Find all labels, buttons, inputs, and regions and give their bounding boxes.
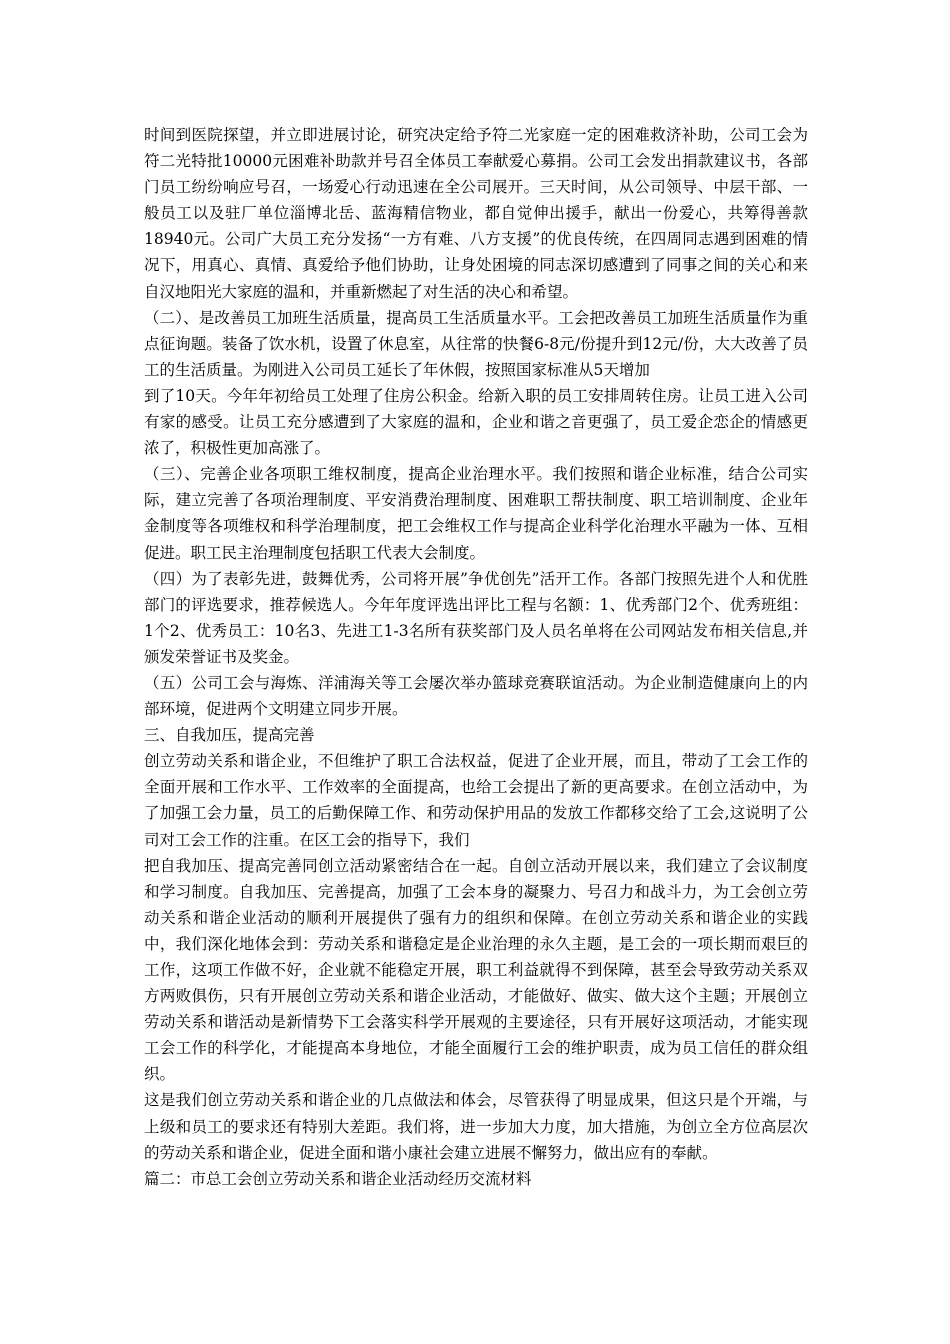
paragraph-annual-leave: 到了10天。今年年初给员工处理了住房公积金。给新入职的员工安排周转住房。让员工进入公司有家的感受。让员工充分感遭到了大家庭的温和，企业和谐之音更强了，员工爱企恋企的情感更浓了，积极性更加高涨了。 [144, 386, 808, 458]
paragraph-rights-system: （三）、完善企业各项职工维权制度，提高企业治理水平。我们按照和谐企业标准，结合公司实际，建立完善了各项治理制度、平安消费治理制度、困难职工帮扶制度、职工培训制度、企业年金制度等各项维权和科学治理制度，把工会维权工作与提高企业科学化治理水平融为一体、互相促进。职工民主治理制度包括职工代表大会制度。 [144, 465, 808, 562]
paragraph-hardship-aid: 时间到医院探望，并立即进展讨论，研究决定给予符二光家庭一定的困难救济补助，公司工会为符二光特批10000元困难补助款并号召全体员工奉献爱心募捐。公司工会发出捐款建议书，各部门员工纷纷响应号召，一场爱心行动迅速在全公司展开。三天时间，从公司领导、中层干部、一般员工以及驻厂单位淄博北岳、蓝海精信物业，都自觉伸出援手，献出一份爱心，共筹得善款18940元。公司广大员工充分发扬“一方有难、八方支援”的优良传统，在四周同志遇到困难的情况下，用真心、真情、真爱给予他们协助，让身处困境的同志深切感遭到了同事之间的关心和来自汉地阳光大家庭的温和，并重新燃起了对生活的决心和希望。 [144, 126, 808, 301]
paragraph-basketball: （五）公司工会与海炼、洋浦海关等工会屡次举办篮球竞赛联谊活动。为企业制造健康向上的内部环境，促进两个文明建立同步开展。 [144, 673, 808, 719]
document-body [144, 122, 808, 1192]
chapter-title-part-two: 篇二：市总工会创立劳动关系和谐企业活动经历交流材料 [144, 1169, 532, 1188]
paragraph-awards: （四）为了表彰先进，鼓舞优秀，公司将开展”争优创先”活开工作。各部门按照先进个人和优胜部门的评选要求，推荐候选人。今年年度评选出评比工程与名额：1、优秀部门2个、优秀班组：1个2、优秀员工：10名3、先进工1-3名所有获奖部门及人员名单将在公司网站发布相关信息,并颁发荣誉证书及奖金。 [144, 569, 808, 666]
section-heading-self-improvement: 三、自我加压，提高完善 [144, 726, 315, 745]
paragraph-labor-relations: 创立劳动关系和谐企业，不但维护了职工合法权益，促进了企业开展，而且，带动了工会工作的全面开展和工作水平、工作效率的全面提高，也给工会提出了新的更高要求。在创立活动中，为了加强工会力量，员工的后勤保障工作、和劳动保护用品的发放工作都移交给了工会,这说明了公司对工会工作的注重。在区工会的指导下，我们 [144, 752, 808, 849]
paragraph-practice-experience: 把自我加压、提高完善同创立活动紧密结合在一起。自创立活动开展以来，我们建立了会议制度和学习制度。自我加压、完善提高，加强了工会本身的凝聚力、号召力和战斗力，为工会创立劳动关系和谐企业活动的顺利开展提供了强有力的组织和保障。在创立劳动关系和谐企业的实践中，我们深化地体会到：劳动关系和谐稳定是企业治理的永久主题，是工会的一项长期而艰巨的工作，这项工作做不好，企业就不能稳定开展，职工利益就得不到保障，甚至会导致劳动关系双方两败俱伤，只有开展创立劳动关系和谐企业活动，才能做好、做实、做大这个主题；开展创立劳动关系和谐活动是新情势下工会落实科学开展观的主要途径，只有开展好这项活动，才能实现工会工作的科学化，才能提高本身地位，才能全面履行工会的维护职责，成为员工信任的群众组织。 [144, 856, 808, 1084]
paragraph-overtime-quality: （二）、是改善员工加班生活质量，提高员工生活质量水平。工会把改善员工加班生活质量作为重点征询题。装备了饮水机，设置了休息室，从往常的快餐6-8元/份提升到12元/份，大大改善了员工的生活质量。为刚进入公司员工延长了年休假，按照国家标准从5天增加 [144, 308, 808, 379]
paragraph-conclusion: 这是我们创立劳动关系和谐企业的几点做法和体会，尽管获得了明显成果，但这只是个开端，与上级和员工的要求还有特别大差距。我们将，进一步加大力度，加大措施，为创立全方位高层次的劳动关系和谐企业，促进全面和谐小康社会建立进展不懈努力，做出应有的奉献。 [144, 1091, 808, 1162]
